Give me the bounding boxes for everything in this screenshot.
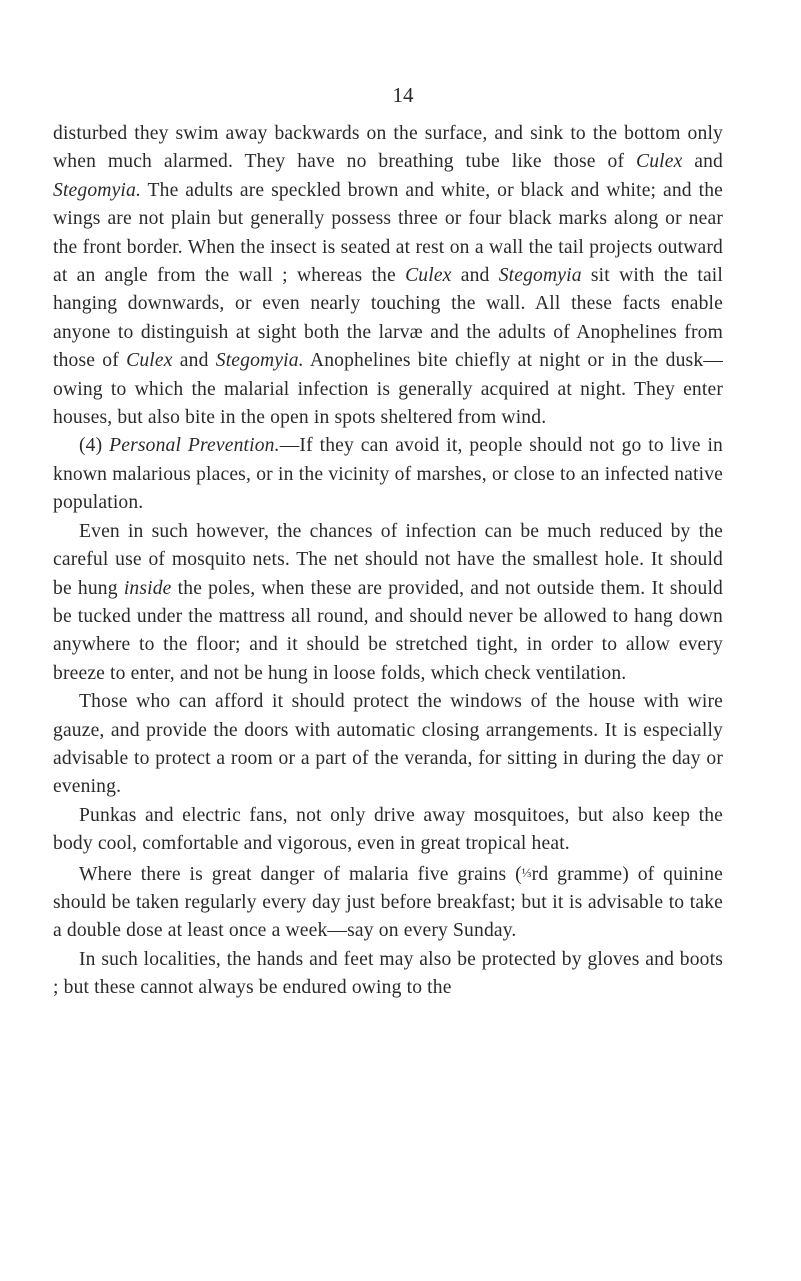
italic-term: Culex [405,265,452,287]
page-number: 14 [392,83,414,107]
text-run: Those who can afford it should protect the windows of the house with wire gauze, and provide the doors with automatic closing arrangements. It is especially advisable to protect a room or a part of the veranda, for sitting in during the day or evening. [53,691,723,798]
italic-term: Stegomyia. [53,179,142,201]
paragraph-punkas [53,802,723,859]
italic-term: Culex [126,350,173,372]
paragraph-mosquito-nets [53,518,723,688]
italic-term: Stegomyia [498,265,582,287]
paragraph-gloves-boots [53,946,723,1003]
text-run: the poles, when these are provided, and not outside them. It should be tucked under the mattress all round, and should never be allowed to hang down anywhere to the floor; and it should be stretched tight, in order to allow every breeze to enter, and not be hung in loose folds, which check ventilation. [53,577,723,684]
paragraph-wire-gauze [53,688,723,802]
paragraph-anopheline-description [53,120,723,432]
section-heading: Personal Prevention. [109,435,280,457]
text-run: Anophelines bite chiefly at night or in the dusk—owing to which the malarial infection is generally acquired at night. They enter houses, but also bite in the open in spots sheltered from wind. [53,350,724,429]
fraction: ⅓ [521,864,532,880]
text-run: sit with the tail hanging downwards, or even nearly touching the wall. All these facts enable anyone to distinguish at sight both the larvæ and the adults of Anophelines from those of [53,265,723,372]
text-run: —If they can avoid it, people should not go to live in known malarious places, or in the vicinity of marshes, or close to an infected native population. [53,435,723,514]
text-run: and [451,265,499,287]
paragraph-quinine [53,859,723,946]
paragraph-personal-prevention [53,432,723,517]
text-run: Punkas and electric fans, not only drive away mosquitoes, but also keep the body cool, comfortable and vigorous, even in great tropical heat. [53,804,723,855]
text-run: In such localities, the hands and feet may also be protected by gloves and boots ; but these cannot always be endured owing to the [53,948,723,999]
section-number: (4) [79,435,110,457]
italic-term: Stegomyia. [215,350,304,372]
text-run: and [172,350,216,372]
text-run: Even in such however, the chances of infection can be much reduced by the careful use of mosquito nets. The net should not have the smallest hole. It should be hung [53,520,723,599]
text-run: disturbed they swim away backwards on the surface, and sink to the bottom only when much alarmed. They have no breathing tube like those of [53,123,723,173]
text-run: Where there is great danger of malaria five grains ( [79,863,522,885]
text-run: The adults are speckled brown and white, or black and white; and the wings are not plain but generally possess three or four black marks along or near the front border. When the insect is seated at rest on a wall the tail projects outward at an angle from the wall ; whereas the [53,179,723,287]
text-run: rd gramme) of quinine should be taken regularly every day just before breakfast; but it is advisable to take a double dose at least once a week—say on every Sunday. [53,863,723,942]
italic-term: inside [123,577,172,599]
italic-term: Culex [635,151,683,173]
text-run: and [682,151,723,173]
